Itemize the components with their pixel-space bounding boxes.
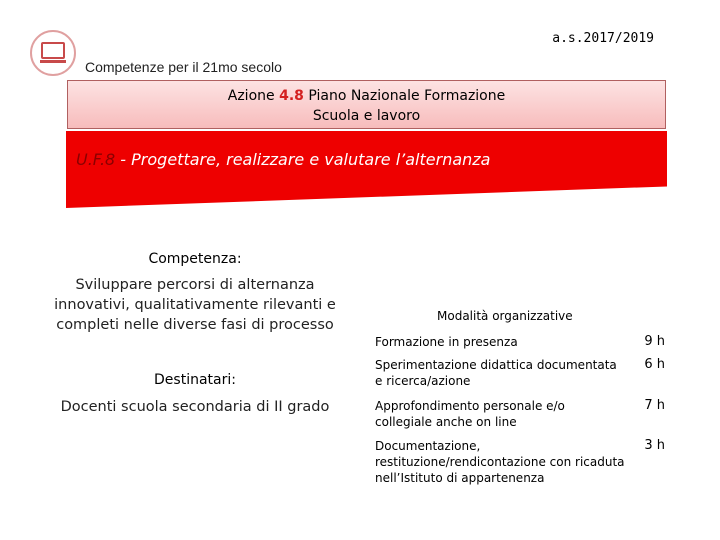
- row-hours: 3 h: [644, 438, 665, 453]
- row-description: Sperimentazione didattica documentata e ricerca/azione: [375, 358, 617, 388]
- unit-title-text: - Progettare, realizzare e valutare l’alternanza: [115, 150, 491, 169]
- action-box: [67, 80, 666, 129]
- destinatari-label: Destinatari:: [154, 372, 236, 388]
- unit-title: [76, 150, 490, 169]
- action-line-1: [68, 86, 665, 106]
- unit-banner: [66, 131, 667, 208]
- action-line-2: Scuola e lavoro: [312, 108, 421, 124]
- row-hours: 9 h: [644, 334, 665, 349]
- competenza-text: Sviluppare percorsi di alternanza innovativi, qualitativamente rilevanti e completi nelle diverse fasi di processo: [54, 277, 336, 333]
- page-subtitle: Competenze per il 21mo secolo: [85, 59, 282, 75]
- row-description: Approfondimento personale e/o collegiale anche on line: [375, 399, 565, 429]
- row-hours: 7 h: [644, 398, 665, 413]
- action-prefix: Azione: [227, 88, 280, 104]
- row-description: Documentazione, restituzione/rendicontazione con ricaduta nell’Istituto di appartenenza: [375, 439, 625, 485]
- unit-code: U.F.8: [76, 150, 116, 169]
- competenza-label: Competenza:: [148, 251, 242, 267]
- modalita-title: Modalità organizzative: [437, 309, 573, 323]
- action-suffix: Piano Nazionale Formazione: [303, 88, 506, 104]
- action-number: 4.8: [279, 88, 304, 104]
- row-description: Formazione in presenza: [375, 335, 518, 349]
- monitor-icon: [30, 30, 76, 76]
- destinatari-text: Docenti scuola secondaria di II grado: [60, 399, 330, 415]
- row-hours: 6 h: [644, 357, 665, 372]
- school-year: a.s.2017/2019: [552, 31, 654, 46]
